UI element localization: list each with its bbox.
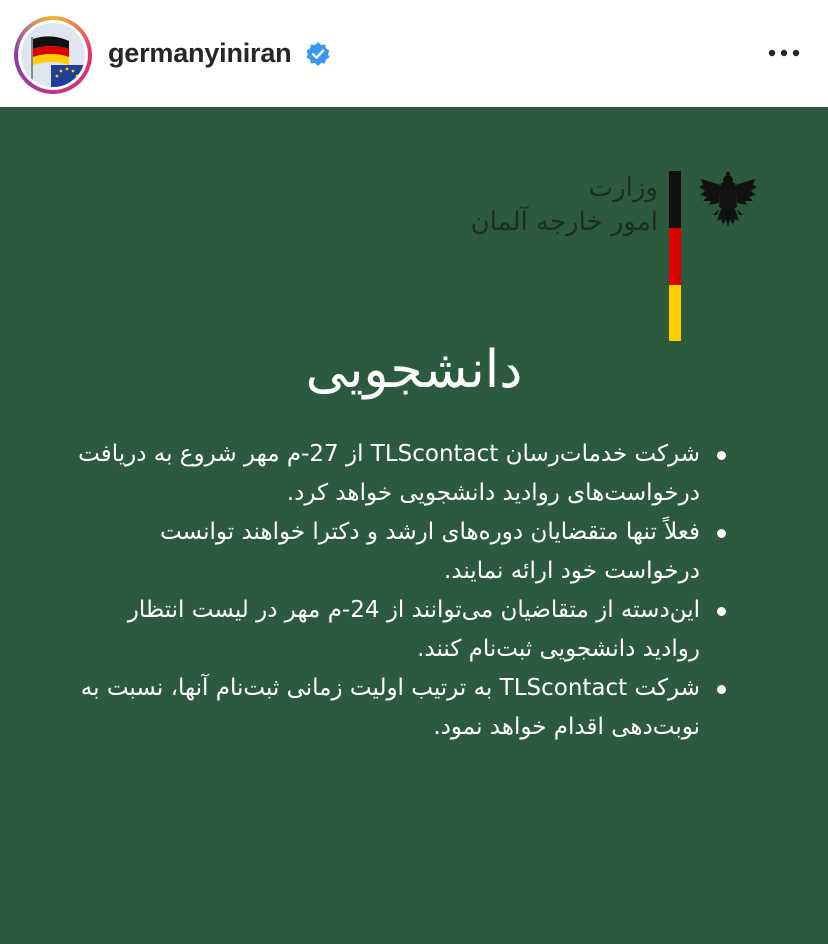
bullet-list (70, 435, 740, 747)
bullet-item (70, 669, 740, 747)
german-flag-bar (669, 171, 681, 341)
post-header (0, 0, 828, 107)
bullet-item (70, 513, 740, 591)
flag-avatar-icon (21, 23, 85, 87)
more-options-icon[interactable] (764, 41, 804, 65)
bullet-text: شرکت TLScontact به ترتیب اولیت زمانی ثبت‌نام آنها، نسبت به نوبت‌دهی اقدام خواهد نمود. (80, 675, 700, 740)
bullet-text: این‌دسته از متقاضیان می‌توانند از 24-م مهر در لیست انتظار روادید دانشجویی ثبت‌نام کنند. (127, 597, 700, 662)
bullet-dot (717, 607, 726, 616)
avatar[interactable] (14, 16, 92, 94)
ministry-wordmark (471, 171, 658, 239)
federal-eagle-icon (697, 169, 759, 231)
bullet-dot (717, 685, 726, 694)
ministry-line-2: امور خارجه آلمان (470, 207, 658, 237)
avatar-image (21, 23, 85, 87)
bullet-text: فعلاً تنها متقضایان دوره‌های ارشد و دکترا خواهند توانست درخواست خود ارائه نمایند. (159, 519, 700, 584)
bullet-text: شرکت خدمات‌رسان TLScontact از 27-م مهر شروع به دریافت درخواست‌های روادید دانشجویی خواهد کرد. (78, 441, 700, 506)
avatar-inner (18, 20, 88, 90)
bullet-dot (717, 451, 726, 460)
username[interactable]: germanyiniran (108, 38, 292, 68)
verified-badge-icon (305, 41, 331, 67)
ministry-line-1: وزارت (588, 173, 658, 203)
post-title: دانشجویی (305, 340, 523, 400)
post-image[interactable] (0, 107, 828, 944)
bullet-item (70, 435, 740, 513)
bullet-dot (717, 529, 726, 538)
bullet-item (70, 591, 740, 669)
